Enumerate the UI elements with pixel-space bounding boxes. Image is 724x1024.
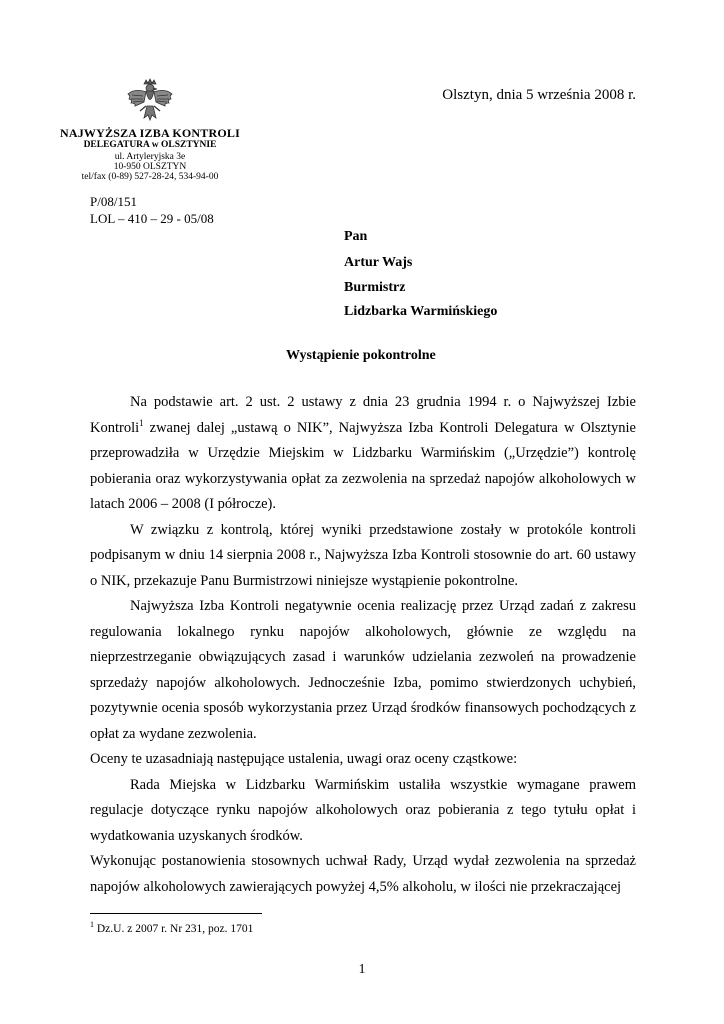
addressee-salutation: Pan	[344, 229, 368, 244]
document-date: Olsztyn, dnia 5 września 2008 r.	[442, 87, 636, 103]
paragraph-permits: Wykonując postanowienia stosownych uchwał Rady, Urząd wydał zezwolenia na sprzedaż napojów alkoholowych zawierających powyżej 4,5% alkoholu, w ilości nie przekraczającej	[90, 853, 636, 895]
case-number: LOL – 410 – 29 - 05/08	[90, 211, 214, 226]
postal-address: 10-950 OLSZTYN	[113, 162, 187, 172]
delegation-name: DELEGATURA w OLSZTYNIE	[83, 140, 217, 150]
page-number: 1	[358, 962, 366, 977]
addressee-position: Burmistrz	[344, 280, 406, 295]
street-address: ul. Artyleryjska 3e	[114, 152, 186, 162]
footnote-reference: 1	[139, 417, 144, 428]
footnote	[90, 920, 253, 935]
reference-number: P/08/151	[90, 194, 137, 209]
document-title: Wystąpienie pokontrolne	[286, 348, 436, 363]
addressee-office: Lidzbarka Warmińskiego	[344, 304, 498, 319]
footnote-mark: 1	[90, 920, 94, 929]
phone-fax: tel/fax (0-89) 527-28-24, 534-94-00	[81, 172, 219, 182]
paragraph-findings-intro: Oceny te uzasadniają następujące ustalenia, uwagi oraz oceny cząstkowe:	[90, 751, 518, 767]
paragraph-legal-basis	[90, 390, 636, 518]
addressee-name: Artur Wajs	[344, 255, 413, 270]
paragraph-protocol: W związku z kontrolą, której wyniki przedstawione zostały w protokóle kontroli podpisanym w dniu 14 sierpnia 2008 r., Najwyższa Izba Kontroli stosownie do art. 60 ustawy o NIK, przekazuje Panu Burmistrzowi niniejsze wystąpienie pokontrolne.	[90, 521, 636, 589]
footnote-text: Dz.U. z 2007 r. Nr 231, poz. 1701	[94, 922, 254, 935]
letter-body	[90, 390, 636, 900]
polish-eagle-emblem-icon	[125, 78, 175, 124]
paragraph-council-regulations: Rada Miejska w Lidzbarku Warmińskim ustaliła wszystkie wymagane prawem regulacje dotyczące rynku napojów alkoholowych oraz pobierania z tego tytułu opłat i wydatkowania uzyskanych środków.	[90, 776, 636, 844]
paragraph-assessment: Najwyższa Izba Kontroli negatywnie ocenia realizację przez Urząd zadań z zakresu regulowania lokalnego rynku napojów alkoholowych, głównie ze względu na nieprzestrzeganie obwiązujących zasad i warunków udzielania zezwoleń na prowadzenie sprzedaży napojów alkoholowych. Jednocześnie Izba, pomimo stwierdzonych uchybień, pozytywnie ocenia sposób wykorzystania przez Urząd środków finansowych pochodzących z opłat za wydane zezwolenia.	[90, 598, 636, 742]
paragraph-text: Na podstawie art. 2 ust. 2 ustawy z dnia 23 grudnia 1994 r. o Najwyższej Izbie Kontroli	[90, 394, 636, 436]
organization-name: NAJWYŻSZA IZBA KONTROLI	[60, 126, 240, 140]
footnote-separator	[90, 913, 262, 914]
paragraph-text: zwanej dalej „ustawą o NIK”, Najwyższa Izba Kontroli Delegatura w Olsztynie przeprowadziła w Urzędzie Miejskim w Lidzbarku Warmińskim („Urzędzie”) kontrolę pobierania oraz wykorzystywania opłat za zezwolenia na sprzedaż napojów alkoholowych w latach 2006 – 2008 (I półrocze).	[90, 419, 636, 512]
